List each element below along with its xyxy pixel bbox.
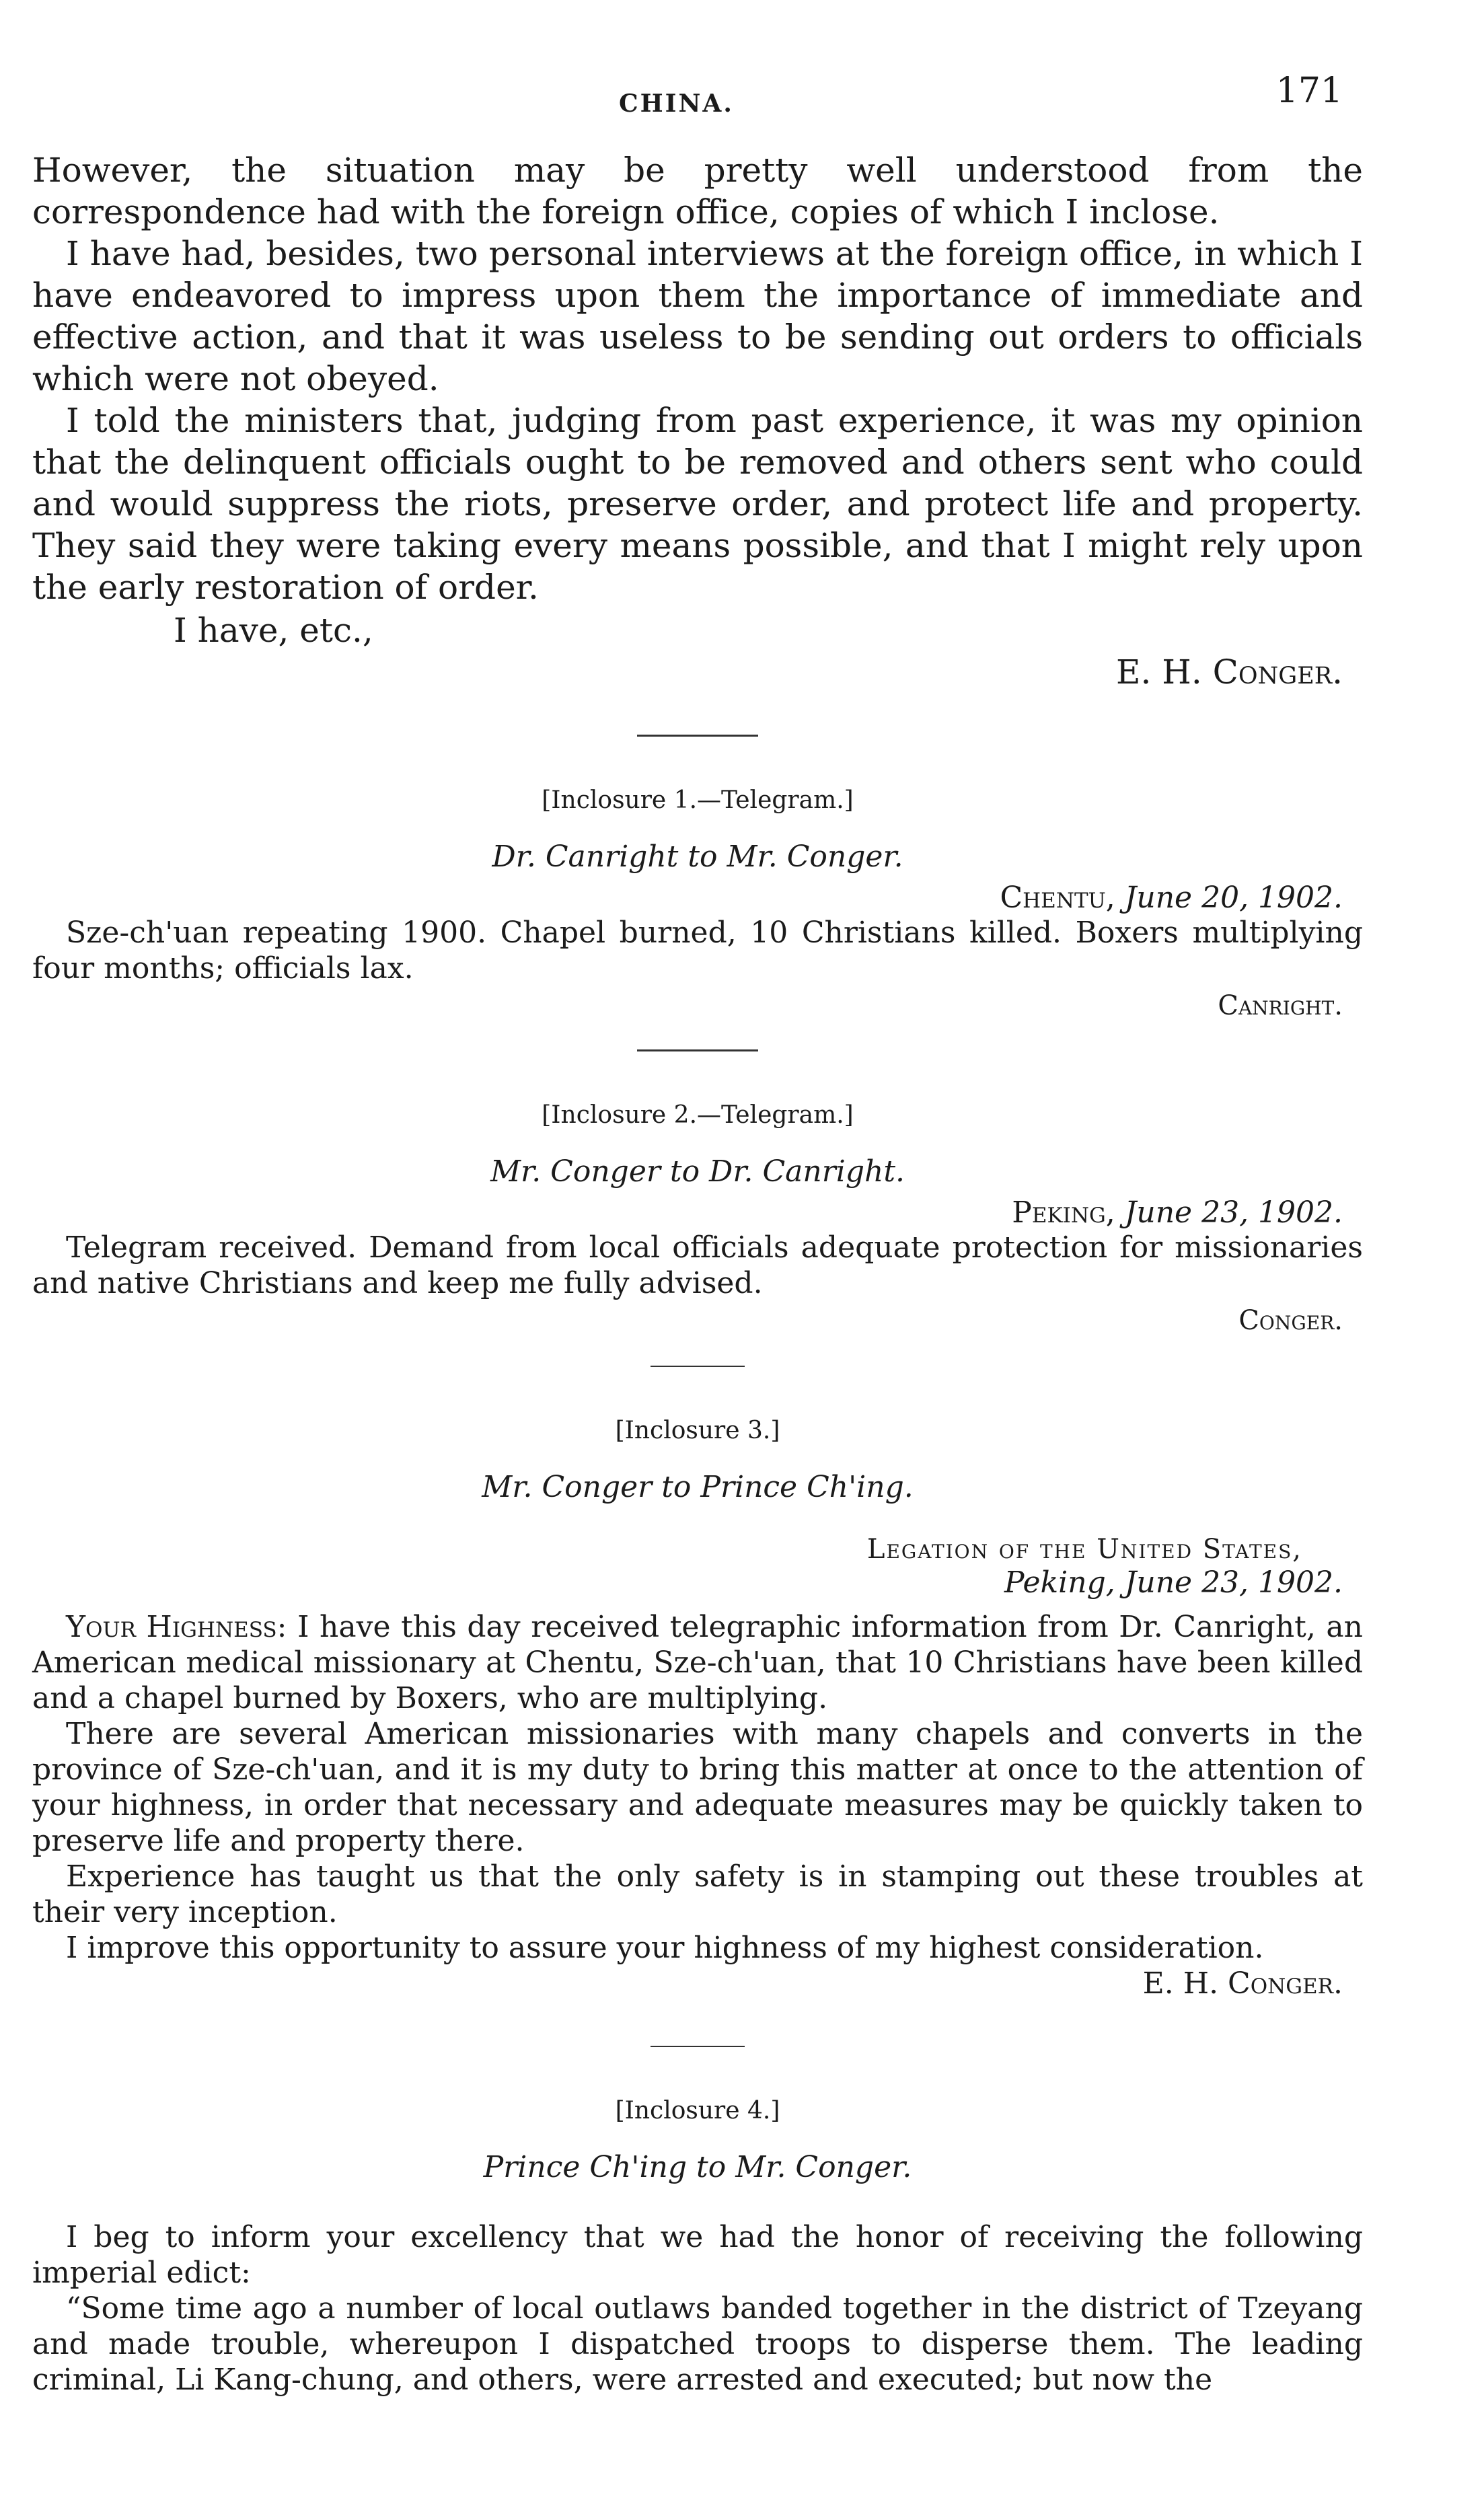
signature: E. H. Conger. bbox=[1115, 653, 1343, 692]
inclosure-1 bbox=[32, 786, 1363, 1021]
dateline bbox=[32, 881, 1363, 915]
paragraph: I told the ministers that, judging from past experience, it was my opinion that the delinquent officials ought to be removed and others sent who could and would suppress the riots, preserve order, and protect life and property. They said they were taking every means possible, and that I might rely upon the early restoration of order. bbox=[32, 401, 1363, 607]
legation-line: Legation of the United States, bbox=[866, 1534, 1302, 1565]
place-date-line: Peking, June 23, 1902. bbox=[1004, 1565, 1343, 1600]
paragraph: I have had, besides, two personal interviews at the foreign office, in which I have endeavored to impress upon them the importance of immediate and effective action, and that it was useless to be sending out orders to officials which were not obeyed. bbox=[32, 234, 1363, 398]
paragraph: “Some time ago a number of local outlaws banded together in the district of Tzeyang and made trouble, whereupon I dispatched troops to disperse them. The leading criminal, Li Kang-chung, and others, were arrested and executed; but now the bbox=[32, 2291, 1363, 2397]
page-number: 171 bbox=[1275, 71, 1343, 111]
addressee-line: Prince Ch'ing to Mr. Conger. bbox=[483, 2150, 912, 2184]
signature: Canright. bbox=[1218, 990, 1343, 1021]
page-header bbox=[0, 71, 1484, 124]
dateline-date: June 20, 1902. bbox=[1124, 881, 1343, 915]
running-head: CHINA. bbox=[619, 89, 734, 118]
paragraph: However, the situation may be pretty well understood from the correspondence had with the foreign office, copies of which I inclose. bbox=[32, 151, 1363, 231]
signature: Conger. bbox=[1238, 1305, 1343, 1336]
paragraph: There are several American missionaries with many chapels and converts in the province of Sze-ch'uan, and it is my duty to bring this matter at once to the attention of your highness, in order that necessary and adequate measures may be quickly taken to preserve life and property there. bbox=[32, 1717, 1363, 1858]
salutation: Your Highness: bbox=[66, 1610, 287, 1644]
inclosure-heading: [Inclosure 1.—Telegram.] bbox=[542, 786, 854, 814]
page-body bbox=[32, 149, 1363, 2398]
inclosure-2 bbox=[32, 1101, 1363, 1336]
paragraph: I beg to inform your excellency that we had the honor of receiving the following imperial edict: bbox=[32, 2220, 1363, 2290]
paragraph bbox=[32, 1609, 1363, 1716]
inclosure-4 bbox=[32, 2097, 1363, 2398]
inclosure-heading: [Inclosure 4.] bbox=[615, 2097, 780, 2124]
inclosure-heading: [Inclosure 3.] bbox=[615, 1417, 780, 1444]
paragraph: Experience has taught us that the only safety is in stamping out these troubles at their very inception. bbox=[32, 1859, 1363, 1929]
signature: E. H. Conger. bbox=[1142, 1966, 1343, 2001]
dateline-place: Peking, bbox=[1012, 1195, 1115, 1230]
addressee-line: Dr. Canright to Mr. Conger. bbox=[492, 840, 903, 874]
section-divider bbox=[637, 735, 758, 737]
paragraph: I improve this opportunity to assure your highness of my highest consideration. bbox=[66, 1931, 1264, 1965]
telegram-text: Sze-ch'uan repeating 1900. Chapel burned, 10 Christians killed. Boxers multiplying four months; officials lax. bbox=[32, 916, 1363, 986]
paragraph-text: I have this day received telegraphic information from Dr. Canright, an American medical missionary at Chentu, Sze-ch'uan, that 10 Christians have been killed and a chapel burned by Boxers, who are multiplying. bbox=[32, 1610, 1363, 1715]
letter-place-date bbox=[32, 1532, 1363, 1600]
inclosure-3 bbox=[32, 1417, 1363, 2001]
dateline-date: June 23, 1902. bbox=[1124, 1195, 1343, 1230]
section-divider bbox=[637, 1049, 758, 1051]
dateline-place: Chentu, bbox=[1000, 881, 1115, 915]
addressee-line: Mr. Conger to Prince Ch'ing. bbox=[482, 1470, 914, 1504]
section-divider bbox=[651, 2046, 745, 2047]
telegram-text: Telegram received. Demand from local officials adequate protection for missionaries and native Christians and keep me fully advised. bbox=[32, 1230, 1363, 1300]
addressee-line: Mr. Conger to Dr. Canright. bbox=[490, 1154, 905, 1189]
dateline bbox=[32, 1195, 1363, 1230]
opening-letter bbox=[32, 149, 1363, 693]
closing-formula: I have, etc., bbox=[174, 611, 373, 650]
inclosure-heading: [Inclosure 2.—Telegram.] bbox=[542, 1101, 854, 1129]
section-divider bbox=[651, 1366, 745, 1367]
